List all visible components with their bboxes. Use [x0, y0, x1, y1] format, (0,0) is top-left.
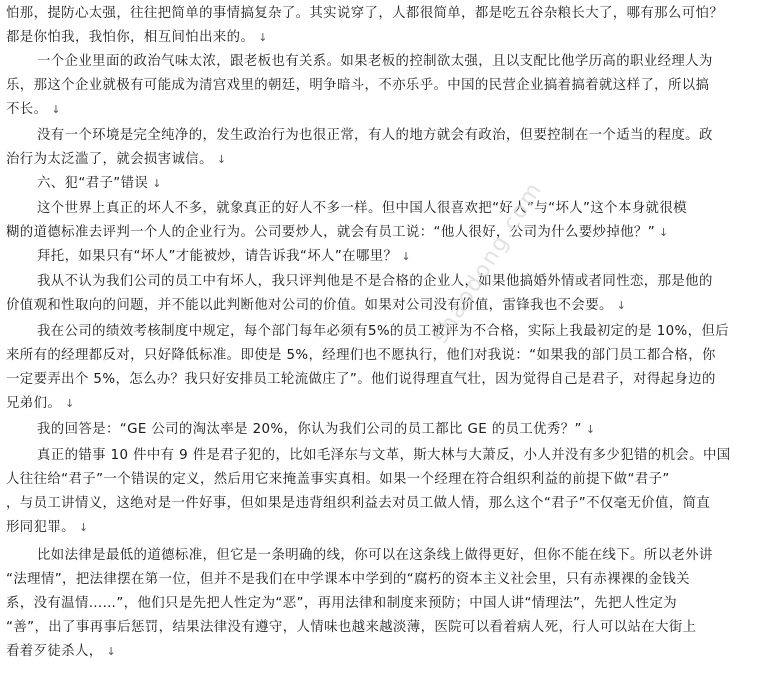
text-line: 系，没有温情……”，他们只是先把人性定为“恶”，再用法律和制度来预防；中国人讲“情理法”，先把人性定为 [6, 596, 678, 611]
paragraph-mark-icon: ↓ [585, 423, 596, 436]
text-line: 一个企业里面的政治气味太浓，跟老板也有关系。如果老板的控制欲太强，且以支配比他学历高的职业经理人为 [37, 54, 713, 69]
text-line: 真正的错事 10 件中有 9 件是君子犯的，比如毛泽东与文革，斯大林与大萧反，小人并没有多少犯错的机会。中国 [37, 448, 731, 463]
paragraph-mark-icon: ↓ [258, 31, 268, 44]
text-line: 这个世界上真正的坏人不多，就象真正的好人不多一样。但中国人很喜欢把“好人”与“坏人”这个本身就很模 [37, 201, 687, 216]
text-line: 来所有的经理都反对，只好降低标准。即使是 5%，经理们也不愿执行，他们对我说：“如果我的部门员工都合格，你 [6, 348, 716, 363]
paragraph-mark-icon: ↓ [152, 177, 162, 190]
text-line: 形同犯罪。 ↓ [6, 520, 89, 535]
text-line: “法理情”，把法律摆在第一位，但并不是我们在中学课本中学到的“腐朽的资本主义社会里，只有赤裸裸的金钱关 [6, 572, 690, 587]
text-line: 我从不认为我们公司的员工中有坏人，我只评判他是不是合格的企业人，如果他搞婚外情或者同性恋，那是他的 [37, 274, 713, 289]
text-line: 我在公司的绩效考核制度中规定，每个部门每年必须有5%的员工被评为不合格，实际上我最初定的是 10%，但后 [37, 324, 730, 339]
section-heading: 六、犯“君子”错误 ↓ [37, 176, 162, 191]
text-line: 不长。 ↓ [6, 102, 61, 117]
text-line: 一定要弄出个 5%，怎么办？我只好安排员工轮流做庄了”。他们说得理直气壮，因为觉得自己是君子，对得起身边的 [6, 372, 716, 387]
paragraph-mark-icon: ↓ [401, 250, 411, 263]
paragraph-mark-icon: ↓ [216, 153, 227, 166]
paragraph-mark-icon: ↓ [65, 397, 75, 410]
paragraph-mark-icon: ↓ [616, 299, 627, 312]
text-line: 治行为太泛滥了，就会损害诚信。 ↓ [6, 152, 227, 167]
paragraph-mark-icon: ↓ [659, 226, 669, 239]
text-line: 比如法律是最低的道德标准，但它是一条明确的线，你可以在这条线上做得更好，但你不能在线下。所以老外讲 [37, 548, 713, 563]
text-line: 乐，那这个企业就极有可能成为清宫戏里的朝廷，明争暗斗，不亦乐乎。中国的民营企业搞着搞着就这样了，所以搞 [6, 78, 710, 93]
paragraph-mark-icon: ↓ [51, 103, 61, 116]
text-line: ，与员工讲情义，这绝对是一件好事，但如果是违背组织利益去对员工做人情，那么这个“君子”不仅毫无价值，简直 [6, 496, 711, 511]
text-line: 人往往给“君子”一个错误的定义，然后用它来掩盖事实真相。如果一个经理在符合组织利益的前提下做“君子” [6, 472, 670, 487]
text-line: 看着歹徒杀人， ↓ [6, 644, 117, 659]
text-line: 拜托，如果只有“坏人”才能被炒，请告诉我“坏人”在哪里？ ↓ [37, 249, 411, 264]
text-line: 糊的道德标准去评判一个人的企业行为。公司要炒人，就会有员工说：“他人很好，公司为什么要炒掉他？” ↓ [6, 225, 669, 240]
text-line: 怕那，提防心太强，往往把简单的事情搞复杂了。其实说穿了，人都很简单，都是吃五谷杂粮长大了，哪有那么可怕？ [6, 6, 724, 21]
watermark: shaodong.com [428, 177, 548, 348]
text-line: “善”，出了事再事后惩罚，结果法律没有遵守，人情味也越来越淡薄，医院可以看着病人死，行人可以站在大街上 [6, 620, 697, 635]
text-line: 我的回答是：“GE 公司的淘汰率是 20%，你认为我们公司的员工都比 GE 的员工优秀？” ↓ [37, 422, 596, 437]
paragraph-mark-icon: ↓ [106, 645, 117, 658]
text-line: 都是你怕我，我怕你，相互间怕出来的。 ↓ [6, 30, 268, 45]
text-line: 没有一个环境是完全纯净的，发生政治行为也很正常，有人的地方就会有政治，但要控制在一个适当的程度。政 [37, 128, 713, 143]
text-line: 价值观和性取向的问题，并不能以此判断他对公司的价值。如果对公司没有价值，雷锋我也不会要。 ↓ [6, 298, 627, 313]
text-line: 兄弟们。 ↓ [6, 396, 75, 411]
paragraph-mark-icon: ↓ [78, 521, 89, 534]
